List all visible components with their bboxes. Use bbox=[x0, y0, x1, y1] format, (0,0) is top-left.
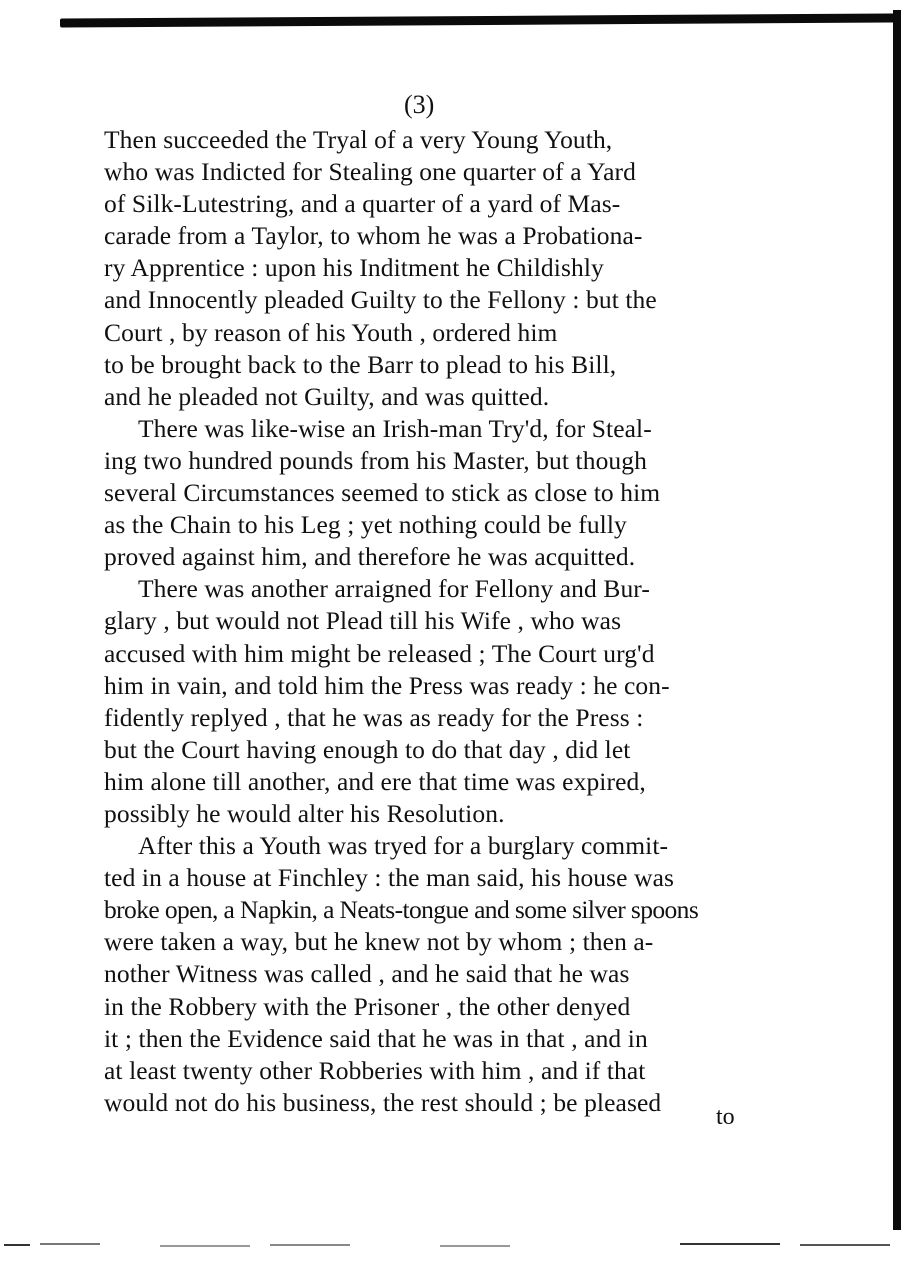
top-border-rule bbox=[60, 13, 898, 27]
text-line: glary , but would not Plead till his Wife , who was bbox=[104, 606, 622, 636]
text-line: Then succeeded the Tryal of a very Young Youth, bbox=[104, 125, 613, 154]
text-line: in the Robbery with the Prisoner , the other denyed bbox=[104, 991, 631, 1021]
text-line: of Silk-Lutestring, and a quarter of a yard of Mas- bbox=[104, 189, 621, 219]
page-number: (3) bbox=[404, 90, 435, 119]
bottom-scan-marks bbox=[0, 1238, 901, 1252]
text-line: ted in a house at Finchley : the man said, his house was bbox=[104, 863, 675, 893]
text-line: who was Indicted for Stealing one quarter of a Yard bbox=[104, 157, 636, 187]
text-line: were taken a way, but he knew not by whom ; then a- bbox=[104, 927, 654, 957]
text-line: but the Court having enough to do that day , did let bbox=[104, 734, 631, 764]
text-line: him in vain, and told him the Press was ready : he con- bbox=[104, 670, 670, 700]
text-line: fidently replyed , that he was as ready for the Press : bbox=[104, 702, 644, 732]
text-line: accused with him might be released ; The Court urg'd bbox=[104, 638, 655, 668]
text-line: ing two hundred pounds from his Master, but though bbox=[104, 445, 647, 475]
text-line: several Circumstances seemed to stick as close to him bbox=[104, 478, 661, 508]
text-line: would not do his business, the rest should ; be pleased bbox=[104, 1087, 662, 1117]
text-line: possibly he would alter his Resolution. bbox=[104, 798, 505, 828]
text-line: at least twenty other Robberies with him , and if that bbox=[104, 1055, 646, 1085]
text-line: There was like-wise an Irish-man Try'd, for Steal- bbox=[138, 413, 652, 443]
text-line: There was another arraigned for Fellony and Bur- bbox=[138, 574, 650, 604]
text-line: ry Apprentice : upon his Inditment he Childishly bbox=[104, 253, 604, 283]
text-line: it ; then the Evidence said that he was in that , and in bbox=[104, 1023, 648, 1053]
text-line: him alone till another, and ere that time was expired, bbox=[104, 766, 646, 796]
text-line: and Innocently pleaded Guilty to the Fellony : but the bbox=[104, 285, 657, 315]
text-line: as the Chain to his Leg ; yet nothing could be fully bbox=[104, 510, 627, 540]
right-border-rule bbox=[893, 10, 901, 1230]
text-line: Court , by reason of his Youth , ordered him bbox=[104, 317, 558, 347]
text-line: After this a Youth was tryed for a burglary commit- bbox=[138, 831, 669, 861]
text-line: and he pleaded not Guilty, and was quitted. bbox=[104, 381, 550, 411]
text-line: proved against him, and therefore he was acquitted. bbox=[104, 542, 636, 572]
text-line: broke open, a Napkin, a Neats-tongue and some silver spoons bbox=[104, 895, 699, 925]
text-line: to be brought back to the Barr to plead to his Bill, bbox=[104, 349, 617, 379]
body-text bbox=[104, 124, 754, 1119]
text-line: nother Witness was called , and he said that he was bbox=[104, 959, 630, 989]
catchword: to bbox=[716, 1104, 735, 1130]
text-line: carade from a Taylor, to whom he was a Probationa- bbox=[104, 221, 643, 251]
